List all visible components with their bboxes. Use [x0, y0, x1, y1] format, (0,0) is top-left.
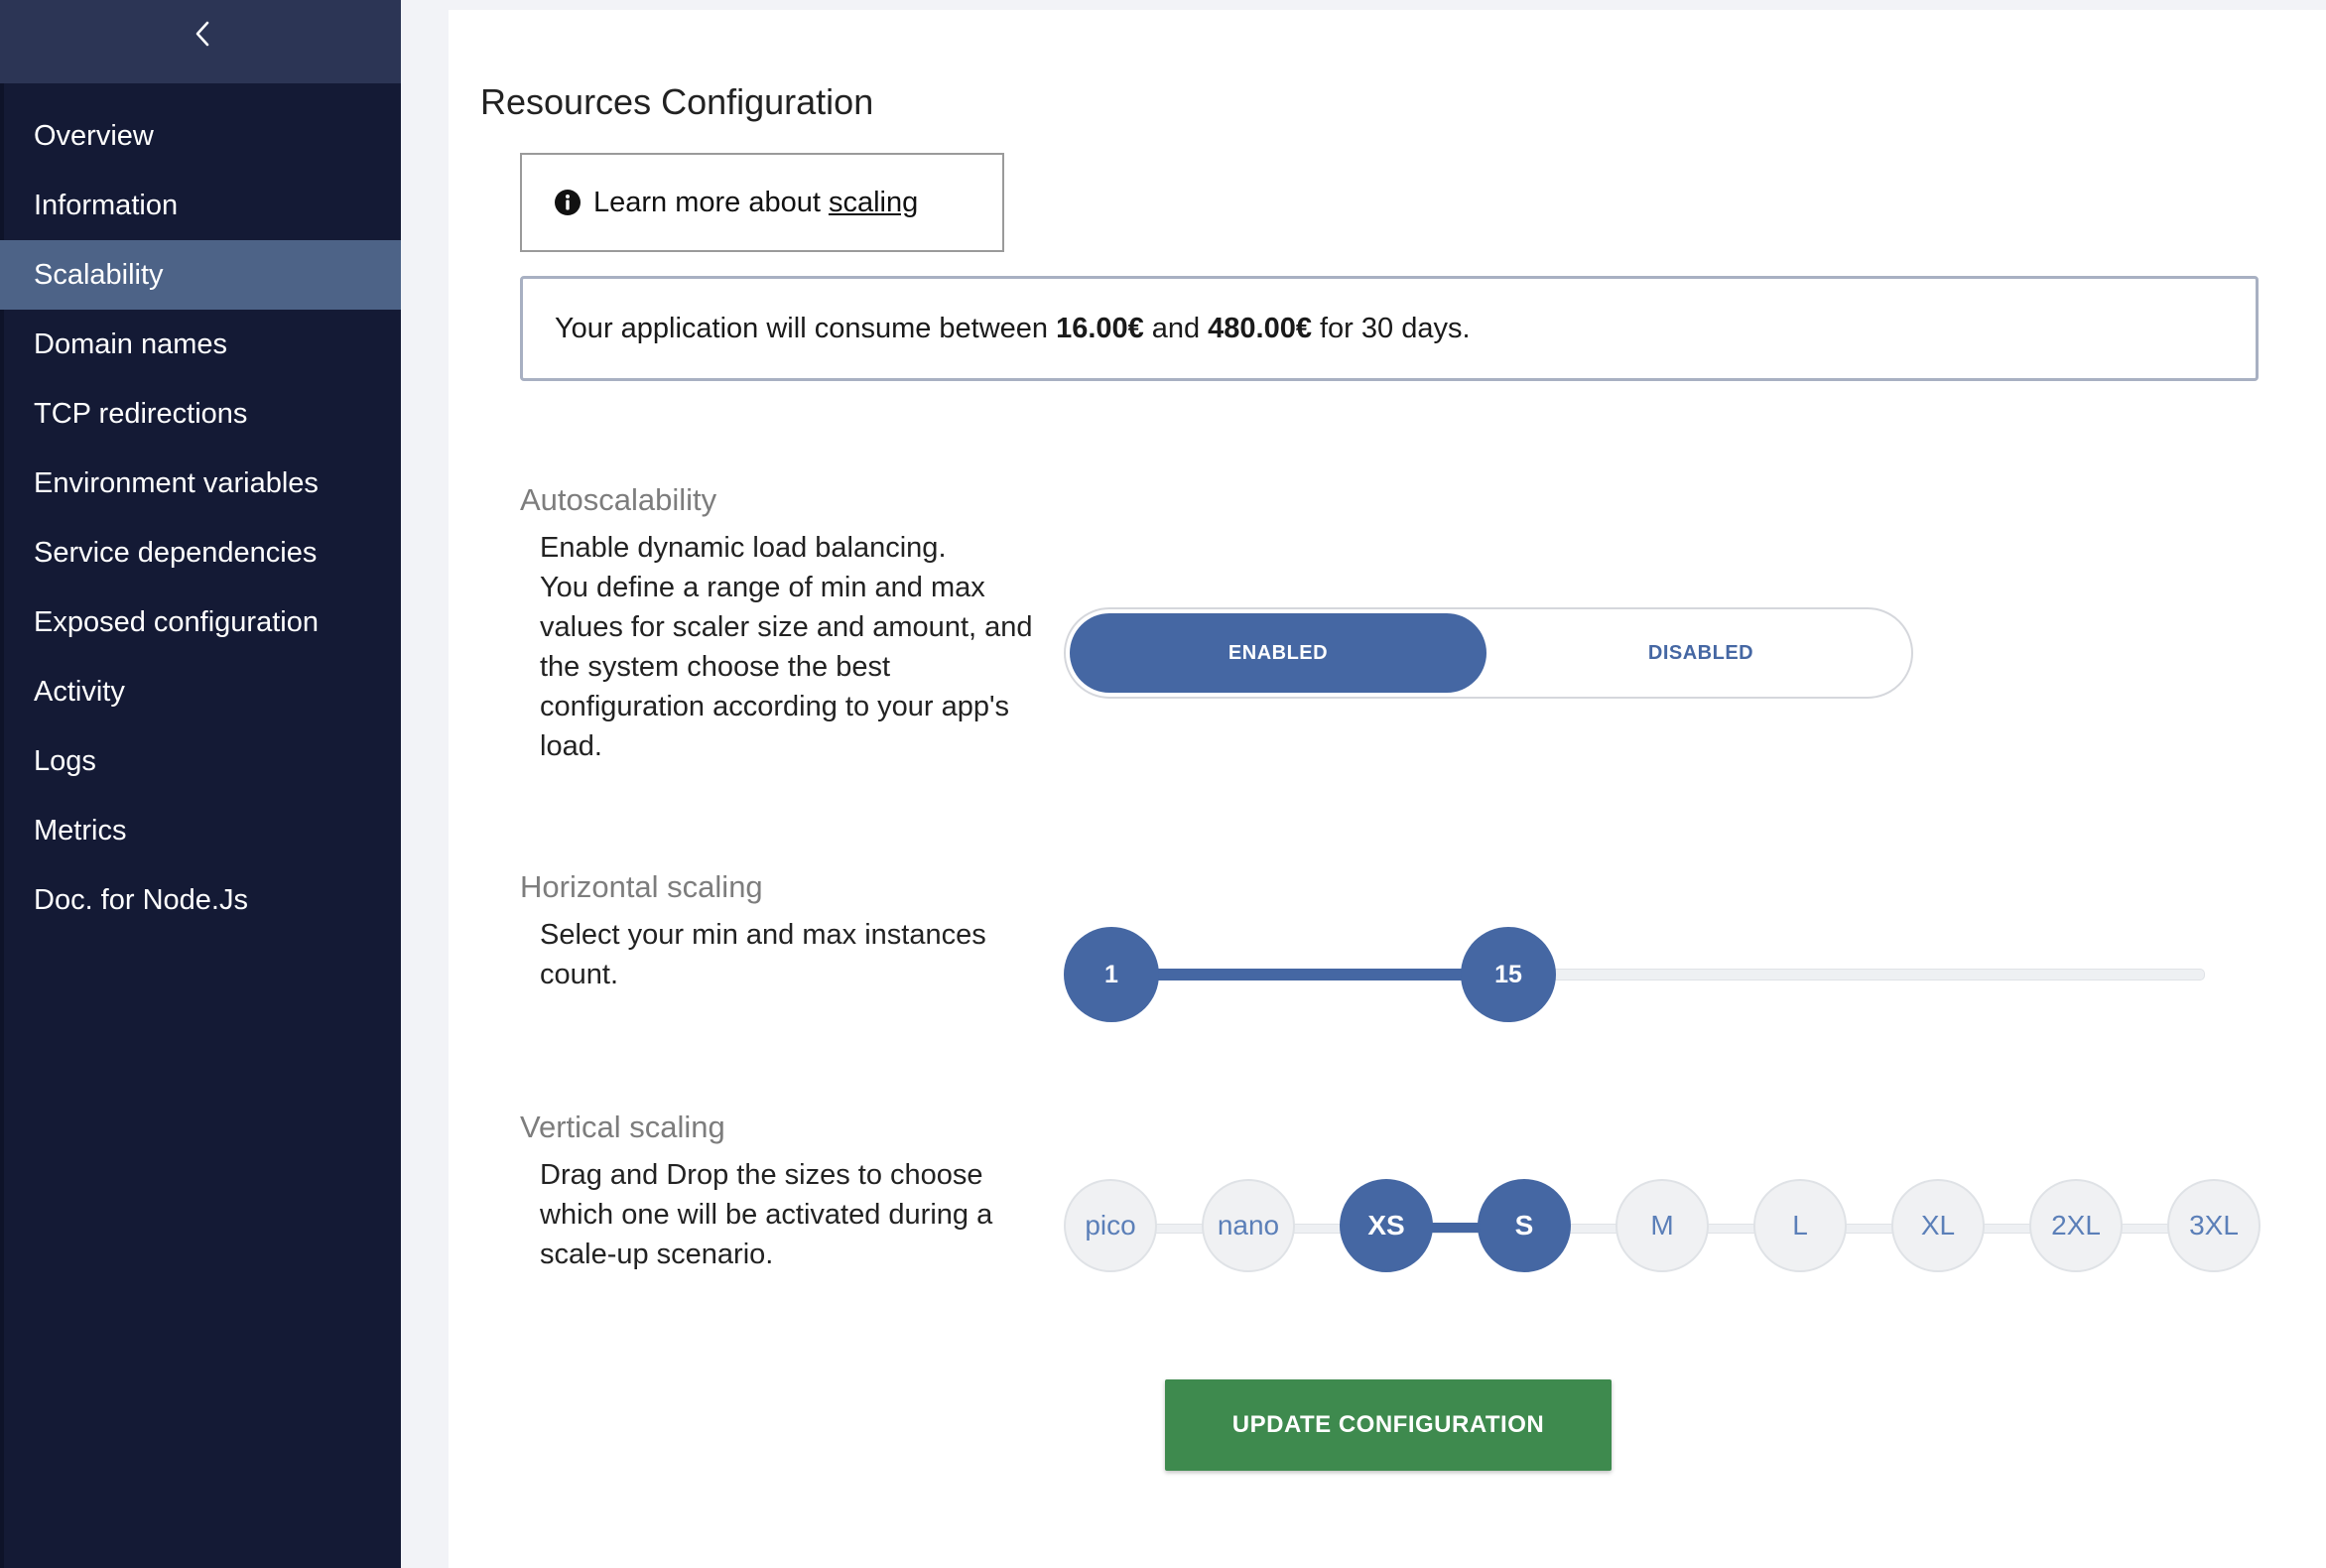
info-icon	[554, 189, 582, 216]
scaling-link[interactable]: scaling	[828, 186, 919, 218]
consumption-notice	[520, 276, 2259, 381]
sidebar-item-activity[interactable]: Activity	[34, 676, 125, 708]
vertical-scaling-description	[540, 1155, 1036, 1274]
vertical-scaling-label: Vertical scaling	[520, 1110, 725, 1144]
consumption-min: 16.00€	[1056, 312, 1144, 344]
autoscalability-desc-line: values for scaler size and amount, and	[540, 611, 1033, 643]
vertical-desc-line: which one will be activated during a	[540, 1199, 993, 1231]
instances-range-slider[interactable]	[1064, 927, 2215, 1026]
consumption-middle: and	[1151, 312, 1201, 344]
min-instances-handle[interactable]: 1	[1064, 927, 1159, 1022]
max-instances-handle[interactable]: 15	[1461, 927, 1556, 1022]
collapse-sidebar-button[interactable]	[181, 12, 224, 56]
size-option-nano[interactable]: nano	[1202, 1179, 1295, 1272]
sidebar-item-information[interactable]: Information	[34, 190, 179, 221]
slider-selected-range	[1111, 969, 1508, 980]
size-option-s[interactable]: S	[1478, 1179, 1571, 1272]
size-option-xs[interactable]: XS	[1340, 1179, 1433, 1272]
learn-more-box	[520, 153, 1004, 252]
sidebar-item-exposed-configuration[interactable]: Exposed configuration	[34, 606, 319, 638]
disabled-option[interactable]: DISABLED	[1647, 641, 1754, 664]
vertical-desc-line: scale-up scenario.	[540, 1239, 774, 1270]
autoscalability-toggle	[1064, 607, 1913, 699]
horizontal-desc-line: count.	[540, 959, 618, 990]
main-panel	[449, 10, 2326, 1568]
horizontal-scaling-label: Horizontal scaling	[520, 869, 763, 904]
size-option-3xl[interactable]: 3XL	[2167, 1179, 2261, 1272]
consumption-max: 480.00€	[1208, 312, 1312, 344]
update-configuration-button[interactable]: UPDATE CONFIGURATION	[1165, 1379, 1612, 1471]
autoscalability-desc-line: the system choose the best	[540, 651, 891, 683]
size-option-2xl[interactable]: 2XL	[2029, 1179, 2123, 1272]
autoscalability-desc-line: configuration according to your app's	[540, 691, 1010, 722]
size-option-l[interactable]: L	[1753, 1179, 1847, 1272]
chevron-left-icon	[192, 19, 213, 49]
sidebar-item-domain-names[interactable]: Domain names	[34, 328, 228, 360]
learn-more-text: Learn more about	[593, 186, 821, 218]
autoscalability-desc-line: Enable dynamic load balancing.	[540, 532, 947, 564]
sidebar	[0, 0, 401, 1568]
horizontal-scaling-description	[540, 915, 1036, 994]
page-title: Resources Configuration	[480, 81, 874, 122]
size-option-m[interactable]: M	[1615, 1179, 1709, 1272]
sidebar-item-metrics[interactable]: Metrics	[34, 815, 127, 847]
autoscalability-desc-line: load.	[540, 730, 602, 762]
sidebar-item-doc-nodejs[interactable]: Doc. for Node.Js	[34, 884, 248, 916]
sidebar-item-logs[interactable]: Logs	[34, 745, 96, 777]
sidebar-header	[0, 0, 401, 83]
autoscalability-desc-line: You define a range of min and max	[540, 572, 985, 603]
sidebar-item-tcp-redirections[interactable]: TCP redirections	[34, 398, 248, 430]
size-option-xl[interactable]: XL	[1891, 1179, 1985, 1272]
enabled-option[interactable]: ENABLED	[1070, 613, 1486, 693]
horizontal-desc-line: Select your min and max instances	[540, 919, 986, 951]
consumption-suffix: for 30 days.	[1320, 312, 1471, 344]
autoscalability-label: Autoscalability	[520, 482, 717, 517]
sidebar-item-service-dependencies[interactable]: Service dependencies	[34, 537, 318, 569]
sidebar-item-overview[interactable]: Overview	[34, 120, 154, 152]
consumption-prefix: Your application will consume between	[555, 312, 1049, 344]
sidebar-nav	[0, 101, 401, 935]
sidebar-item-scalability[interactable]: Scalability	[0, 240, 401, 310]
vertical-desc-line: Drag and Drop the sizes to choose	[540, 1159, 983, 1191]
sidebar-item-environment-variables[interactable]: Environment variables	[34, 467, 319, 499]
size-selector	[1064, 1179, 2264, 1278]
size-option-pico[interactable]: pico	[1064, 1179, 1157, 1272]
autoscalability-description	[540, 528, 1036, 766]
